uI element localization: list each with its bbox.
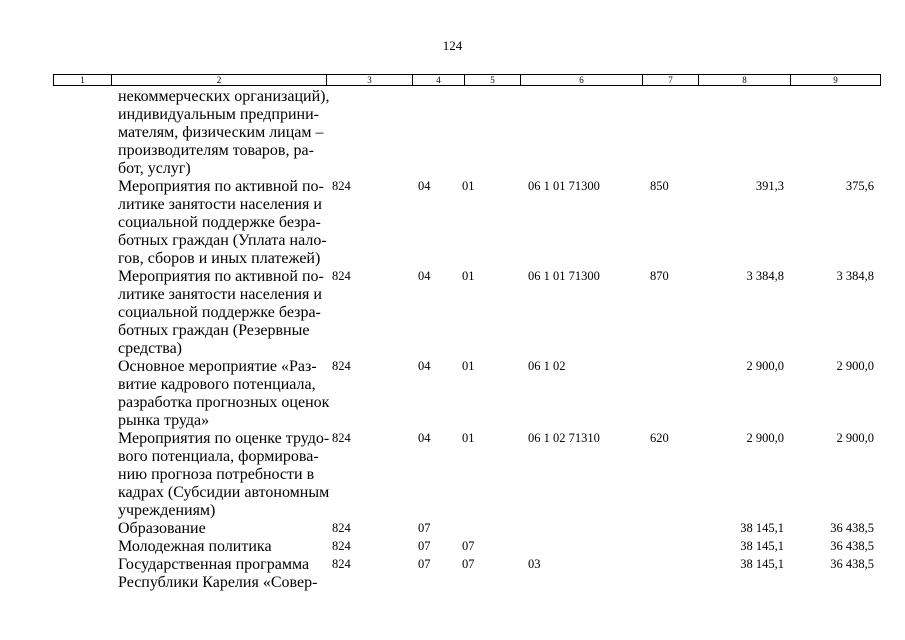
table-header-row (53, 74, 881, 86)
row-name-line: вого потенциала, формирова- (118, 448, 319, 465)
target-article-cell: 03 (528, 557, 541, 571)
row-name-line: социальной поддержке безра- (118, 214, 321, 231)
expense-type-cell: 850 (650, 179, 669, 193)
section-cell: 04 (418, 431, 431, 445)
section-cell: 07 (418, 557, 431, 571)
header-col-2: 2 (112, 75, 327, 85)
row-name-line: Образование (118, 520, 206, 537)
amount-1-cell: 2 900,0 (746, 431, 784, 445)
expense-type-cell: 620 (650, 431, 669, 445)
amount-2-cell: 375,6 (845, 179, 874, 193)
amount-2-cell: 3 384,8 (836, 269, 874, 283)
row-name-line: Мероприятия по активной по- (118, 268, 324, 285)
header-col-4: 4 (413, 75, 465, 85)
header-col-3: 3 (327, 75, 413, 85)
table-row (0, 430, 905, 520)
row-name-line: литике занятости населения и (118, 196, 322, 213)
row-name-line: разработка прогнозных оценок (118, 394, 330, 411)
header-col-6: 6 (521, 75, 643, 85)
amount-2-cell: 2 900,0 (836, 431, 874, 445)
subsection-cell: 01 (462, 431, 475, 445)
table-row (0, 538, 905, 556)
row-name-line: бот, услуг) (118, 160, 191, 177)
header-col-8: 8 (699, 75, 791, 85)
amount-1-cell: 38 145,1 (740, 539, 784, 553)
subsection-cell: 01 (462, 359, 475, 373)
section-cell: 07 (418, 521, 431, 535)
row-name-line: Мероприятия по активной по- (118, 178, 324, 195)
grbs-cell: 824 (332, 539, 351, 553)
table-row (0, 88, 905, 178)
row-name-line: рынка труда» (118, 412, 210, 429)
grbs-cell: 824 (332, 557, 351, 571)
row-name-line: витие кадрового потенциала, (118, 376, 316, 393)
amount-1-cell: 3 384,8 (746, 269, 784, 283)
row-name-line: ботных граждан (Уплата нало- (118, 232, 327, 249)
amount-2-cell: 36 438,5 (830, 539, 874, 553)
grbs-cell: 824 (332, 521, 351, 535)
amount-2-cell: 36 438,5 (830, 521, 874, 535)
row-name-line: Мероприятия по оценке трудо- (118, 430, 330, 447)
row-name-line: гов, сборов и иных платежей) (118, 250, 321, 267)
header-col-5: 5 (465, 75, 521, 85)
section-cell: 04 (418, 179, 431, 193)
row-name-line: кадрах (Субсидии автономным (118, 484, 330, 501)
subsection-cell: 07 (462, 557, 475, 571)
target-article-cell: 06 1 01 71300 (528, 269, 600, 283)
row-name-cell (118, 88, 330, 178)
row-name-cell (118, 538, 323, 556)
subsection-cell: 07 (462, 539, 475, 553)
row-name-cell (118, 268, 323, 358)
amount-2-cell: 36 438,5 (830, 557, 874, 571)
page-number: 124 (442, 38, 463, 53)
amount-1-cell: 2 900,0 (746, 359, 784, 373)
row-name-line: учреждениям) (118, 502, 216, 519)
grbs-cell: 824 (332, 359, 351, 373)
table-row (0, 556, 905, 592)
table-row (0, 268, 905, 358)
row-name-line: социальной поддержке безра- (118, 304, 321, 321)
amount-1-cell: 391,3 (755, 179, 784, 193)
row-name-line: нию прогноза потребности в (118, 466, 315, 483)
row-name-cell (118, 358, 330, 430)
header-col-9: 9 (833, 75, 838, 85)
subsection-cell: 01 (462, 269, 475, 283)
grbs-cell: 824 (332, 179, 351, 193)
header-col-7: 7 (643, 75, 699, 85)
row-name-cell (118, 556, 323, 592)
expense-type-cell: 870 (650, 269, 669, 283)
amount-1-cell: 38 145,1 (740, 521, 784, 535)
amount-1-cell: 38 145,1 (740, 557, 784, 571)
amount-2-cell: 2 900,0 (836, 359, 874, 373)
target-article-cell: 06 1 02 71310 (528, 431, 600, 445)
table-body (0, 88, 905, 592)
target-article-cell: 06 1 02 (528, 359, 566, 373)
target-article-cell: 06 1 01 71300 (528, 179, 600, 193)
row-name-line: Основное мероприятие «Раз- (118, 358, 317, 375)
table-row (0, 520, 905, 538)
row-name-line: литике занятости населения и (118, 286, 322, 303)
row-name-line: средства) (118, 340, 182, 357)
section-cell: 07 (418, 539, 431, 553)
section-cell: 04 (418, 269, 431, 283)
row-name-line: производителям товаров, ра- (118, 142, 314, 159)
row-name-cell (118, 430, 330, 520)
grbs-cell: 824 (332, 431, 351, 445)
row-name-cell (118, 178, 327, 268)
row-name-line: мателям, физическим лицам – (118, 124, 324, 141)
subsection-cell: 01 (462, 179, 475, 193)
row-name-line: Молодежная политика (118, 538, 272, 555)
row-name-line: некоммерческих организаций), (118, 88, 330, 105)
header-col-1: 1 (54, 75, 112, 85)
row-name-line: Государственная программа (118, 556, 310, 573)
row-name-line: ботных граждан (Резервные (118, 322, 310, 339)
section-cell: 04 (418, 359, 431, 373)
table-row (0, 178, 905, 268)
grbs-cell: 824 (332, 269, 351, 283)
row-name-line: Республики Карелия «Совер- (118, 574, 318, 591)
table-row (0, 358, 905, 430)
row-name-cell (118, 520, 323, 538)
row-name-line: индивидуальным предприни- (118, 106, 320, 123)
